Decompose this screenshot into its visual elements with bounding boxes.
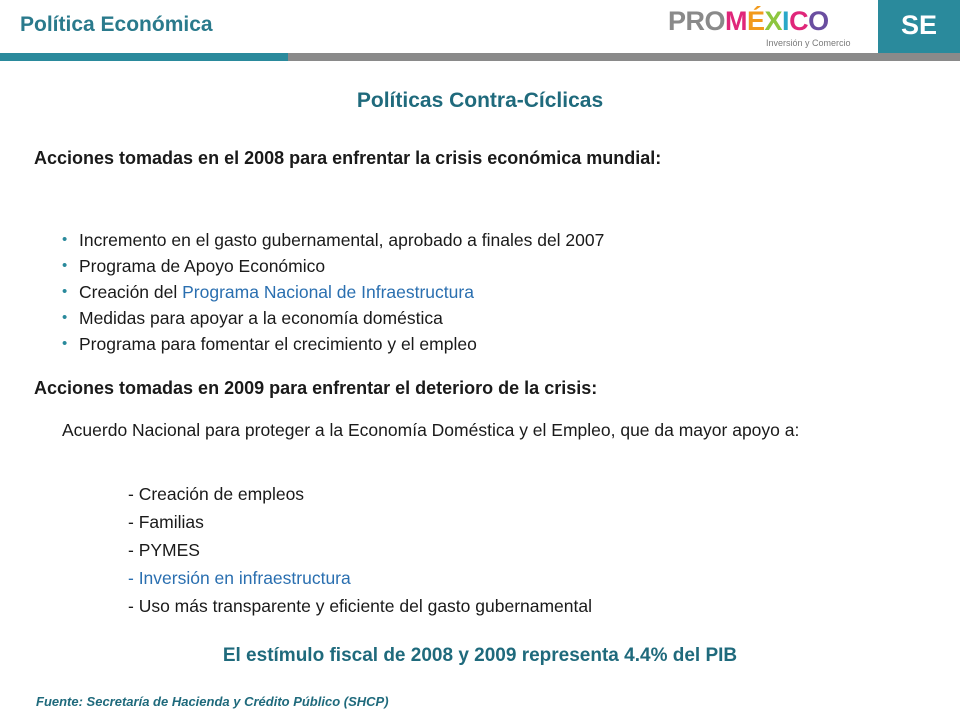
bullet-icon: • <box>62 257 68 274</box>
header-bar-teal <box>0 53 288 61</box>
logo-letter: O <box>808 6 829 36</box>
stimulus-statement: El estímulo fiscal de 2008 y 2009 representa 4.4% del PIB <box>222 645 738 666</box>
bullet-highlight: Programa Nacional de Infraestructura <box>182 282 474 302</box>
support-item: - Uso más transparente y eficiente del gasto gubernamental <box>128 596 593 616</box>
page-title: Políticas Contra-Cíclicas <box>356 89 604 112</box>
bullet-item <box>62 253 782 279</box>
se-badge-text: SE <box>900 10 938 40</box>
bullet-text: Medidas para apoyar a la economía doméstica <box>79 308 443 328</box>
bullet-item <box>62 305 782 331</box>
support-item: - Creación de empleos <box>128 484 305 504</box>
bullet-icon: • <box>62 335 68 352</box>
bullet-item <box>62 227 782 253</box>
bullet-text: Incremento en el gasto gubernamental, aprobado a finales del 2007 <box>79 230 605 250</box>
se-badge <box>878 0 960 53</box>
bullet-item <box>62 331 782 357</box>
support-items-list <box>128 480 828 620</box>
bullet-list-2008 <box>62 227 782 357</box>
bullet-icon: • <box>62 231 68 248</box>
support-item: - Inversión en infraestructura <box>128 568 351 588</box>
bullet-icon: • <box>62 309 68 326</box>
section-2009-heading: Acciones tomadas en 2009 para enfrentar el deterioro de la crisis: <box>34 378 598 398</box>
logo-letter: I <box>782 6 790 36</box>
source-note: Fuente: Secretaría de Hacienda y Crédito Público (SHCP) <box>36 694 389 709</box>
bullet-text: Creación del <box>79 282 183 302</box>
logo-pro-text: PRO <box>668 6 726 36</box>
header-bar-gray <box>288 53 960 61</box>
support-item: - PYMES <box>128 540 200 560</box>
logo-letter: É <box>747 6 765 36</box>
logo-letter: C <box>789 6 809 36</box>
logo-letter: X <box>764 6 783 36</box>
header-title: Política Económica <box>20 13 213 36</box>
promexico-logo <box>668 6 858 52</box>
bullet-text: Programa de Apoyo Económico <box>79 256 326 276</box>
agreement-text: Acuerdo Nacional para proteger a la Economía Doméstica y el Empleo, que da mayor apoyo a: <box>62 420 800 440</box>
logo-subtitle: Inversión y Comercio <box>766 38 851 48</box>
logo-letter: M <box>725 6 748 36</box>
bullet-text: Programa para fomentar el crecimiento y el empleo <box>79 334 477 354</box>
bullet-icon: • <box>62 283 68 300</box>
support-item: - Familias <box>128 512 204 532</box>
bullet-item <box>62 279 782 305</box>
section-2008-heading: Acciones tomadas en el 2008 para enfrentar la crisis económica mundial: <box>34 148 662 168</box>
